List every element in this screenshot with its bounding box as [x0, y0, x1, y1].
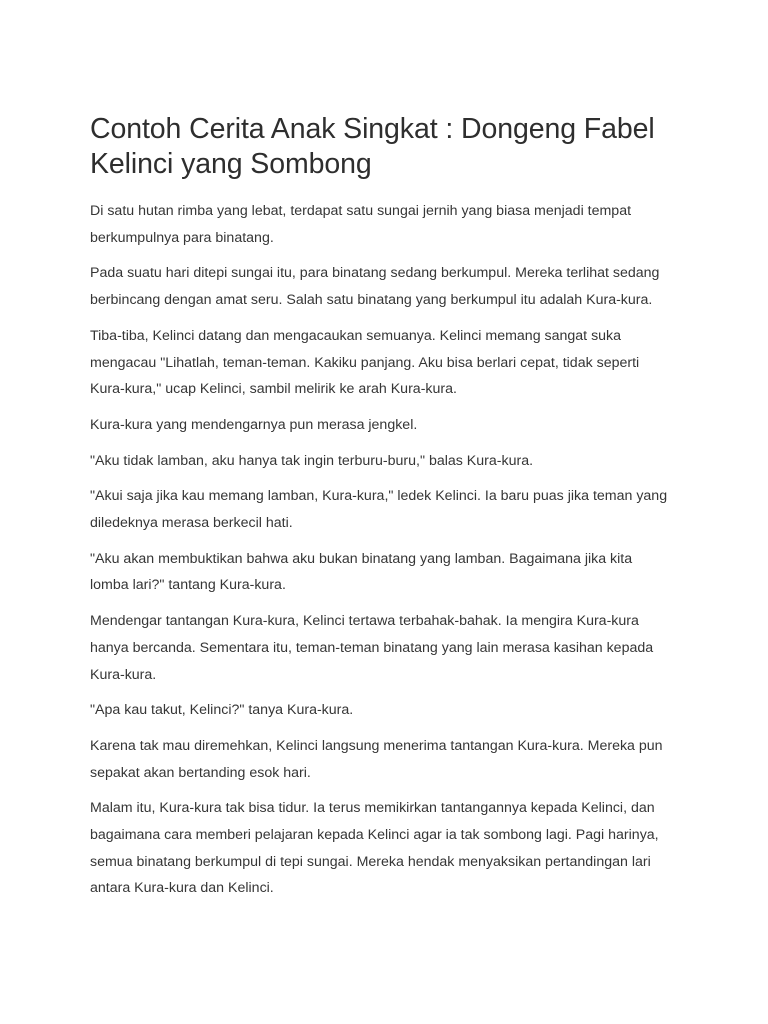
paragraph-line: Kura-kura," ucap Kelinci, sambil melirik ke arah Kura-kura. [90, 381, 457, 398]
paragraph-line: Tiba-tiba, Kelinci datang dan mengacaukan semuanya. Kelinci memang sangat suka [90, 327, 622, 344]
document-page [90, 112, 690, 911]
story-paragraph [90, 260, 690, 313]
story-paragraph [90, 198, 690, 251]
story-body [90, 198, 690, 902]
paragraph-line: lomba lari?" tantang Kura-kura. [90, 577, 286, 594]
paragraph-line: diledeknya merasa berkecil hati. [90, 515, 293, 532]
paragraph-line: Kura-kura yang mendengarnya pun merasa jengkel. [90, 416, 418, 433]
paragraph-line: Mendengar tantangan Kura-kura, Kelinci tertawa terbahak-bahak. Ia mengira Kura-kura [90, 613, 639, 630]
paragraph-line: mengacau "Lihatlah, teman-teman. Kakiku panjang. Aku bisa berlari cepat, tidak seperti [90, 354, 640, 371]
story-paragraph [90, 795, 690, 902]
paragraph-line: Kura-kura. [90, 666, 157, 683]
paragraph-line: "Apa kau takut, Kelinci?" tanya Kura-kura. [90, 702, 354, 719]
paragraph-line: "Akui saja jika kau memang lamban, Kura-kura," ledek Kelinci. Ia baru puas jika teman yang [90, 488, 668, 505]
paragraph-line: antara Kura-kura dan Kelinci. [90, 880, 274, 897]
story-paragraph [90, 483, 690, 536]
paragraph-line: Di satu hutan rimba yang lebat, terdapat satu sungai jernih yang biasa menjadi tempat [90, 203, 632, 219]
story-paragraph [90, 412, 690, 439]
title-line: Contoh Cerita Anak Singkat : Dongeng Fabel [90, 113, 655, 145]
paragraph-line: Pada suatu hari ditepi sungai itu, para binatang sedang berkumpul. Mereka terlihat sedang [90, 265, 660, 282]
story-paragraph [90, 546, 690, 599]
story-paragraph [90, 323, 690, 403]
story-paragraph [90, 448, 690, 475]
paragraph-line: sepakat akan bertanding esok hari. [90, 764, 311, 781]
title-line: Kelinci yang Sombong [90, 148, 372, 180]
paragraph-line: bagaimana cara memberi pelajaran kepada Kelinci agar ia tak sombong lagi. Pagi harinya, [90, 827, 659, 844]
paragraph-line: berbincang dengan amat seru. Salah satu binatang yang berkumpul itu adalah Kura-kura. [90, 292, 653, 309]
paragraph-line: berkumpulnya para binatang. [90, 229, 274, 246]
paragraph-line: "Aku akan membuktikan bahwa aku bukan binatang yang lamban. Bagaimana jika kita [90, 550, 633, 567]
paragraph-line: Karena tak mau diremehkan, Kelinci langsung menerima tantangan Kura-kura. Mereka pun [90, 737, 663, 754]
paragraph-line: "Aku tidak lamban, aku hanya tak ingin terburu-buru," balas Kura-kura. [90, 452, 534, 469]
page-title [90, 112, 690, 182]
paragraph-line: hanya bercanda. Sementara itu, teman-teman binatang yang lain merasa kasihan kepada [90, 639, 654, 656]
story-paragraph [90, 733, 690, 786]
story-paragraph [90, 697, 690, 724]
paragraph-line: Malam itu, Kura-kura tak bisa tidur. Ia terus memikirkan tantangannya kepada Kelinci, dan [90, 800, 655, 817]
paragraph-line: semua binatang berkumpul di tepi sungai. Mereka hendak menyaksikan pertandingan lari [90, 853, 651, 870]
story-paragraph [90, 608, 690, 688]
